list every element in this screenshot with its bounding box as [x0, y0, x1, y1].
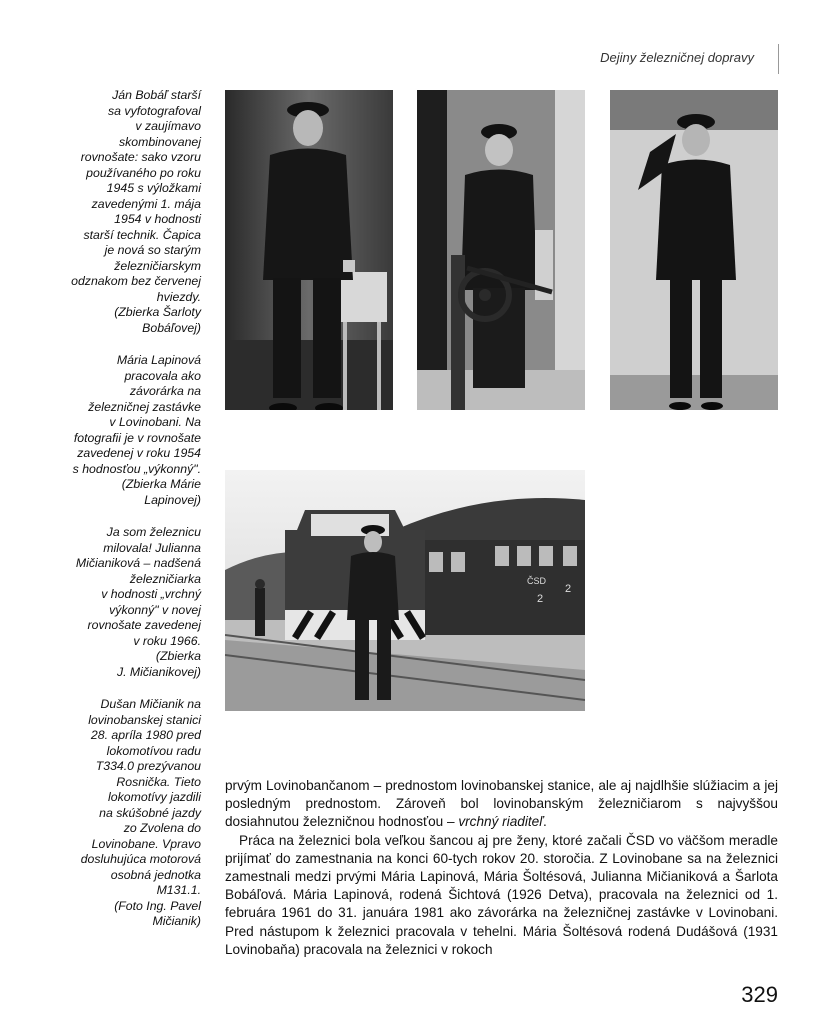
- photo-dusan-micianik-locomotive: [225, 470, 585, 711]
- page-number: 329: [741, 982, 778, 1007]
- body-paragraph-2: Práca na železnici bola veľkou šancou aj pre ženy, ktoré začali ČSD vo väčšom meradle prijímať do zamestnania na konci 60-tych rokov 20. storočia. Z Lovinobane sa na železnici zamestnali medzi prvými Mária Lapinová, Mária Šoltésová, Julianna Mičianiková a Šarlota Bobáľová. Mária Lapinová, rodená Šichtová (1926 Detva), pracovala na železnici od 1. februára 1961 do 31. januára 1981 ako závorárka na železničnej zastávke v Lovinobani. Pred nástupom k železnici pracovala v tehelni. Mária Šoltésová rodená Dudášová (1931 Lovinobaňa) pracovala na železnici v rokoch: [225, 832, 778, 957]
- photo-julianna-micianikova: [610, 90, 778, 410]
- railcar-number-1: 2: [537, 593, 544, 605]
- railcar-label: ČSD: [527, 576, 547, 586]
- caption-column: [60, 88, 201, 947]
- header-divider: [778, 44, 779, 74]
- railcar-number-2: 2: [565, 583, 572, 595]
- running-title: Dejiny železničnej dopravy: [600, 50, 754, 65]
- body-paragraph-1-end: .: [543, 814, 547, 830]
- body-paragraph-1-text: prvým Lovinobančanom – prednostom lovinobanskej stanice, ale aj najdlhšie slúžiacim a jej posledným prednostom. Zároveň bol lovinobanským železničiarom s najvyššou dosiahnutou železničnou hodnosťou –: [225, 778, 778, 830]
- caption-photo-4: Dušan Mičianik na lovinobanskej stanici 28. apríla 1980 pred lokomotívou radu T334.0 prezývanou Rosnička. Tieto lokomotívy jazdili na skúšobné jazdy zo Zvolena do Lovinobane. Vpravo dosluhujúca motorová osobná jednotka M131.1. (Foto Ing. Pavel Mičianik): [80, 697, 201, 928]
- caption-photo-2: Mária Lapinová pracovala ako závorárka na železničnej zastávke v Lovinobani. Na fotografii je v rovnošate zavedenej v roku 1954 s hodnosťou „výkonný". (Zbierka Márie Lapinovej): [72, 353, 201, 507]
- photo-jan-bobal: [225, 90, 393, 410]
- body-text: [225, 777, 778, 959]
- body-paragraph-1: [225, 777, 778, 832]
- photo-maria-lapinova: [417, 90, 585, 410]
- body-paragraph-1-rank: vrchný riaditeľ: [458, 814, 544, 830]
- caption-photo-1: Ján Bobáľ starší sa vyfotografoval v zaujímavo skombinovanej rovnošate: sako vzoru používaného po roku 1945 s výložkami zavedenými 1. mája 1954 v hodnosti starší technik. Čapica je nová so starým železničiarskym odznakom bez červenej hviezdy. (Zbierka Šarloty Bobáľovej): [71, 88, 201, 335]
- caption-photo-3: Ja som železnicu milovala! Julianna Mičianiková – nadšená železničiarka v hodnosti „vrchný výkonný" v novej rovnošate zavedenej v roku 1966. (Zbierka J. Mičianikovej): [75, 525, 201, 679]
